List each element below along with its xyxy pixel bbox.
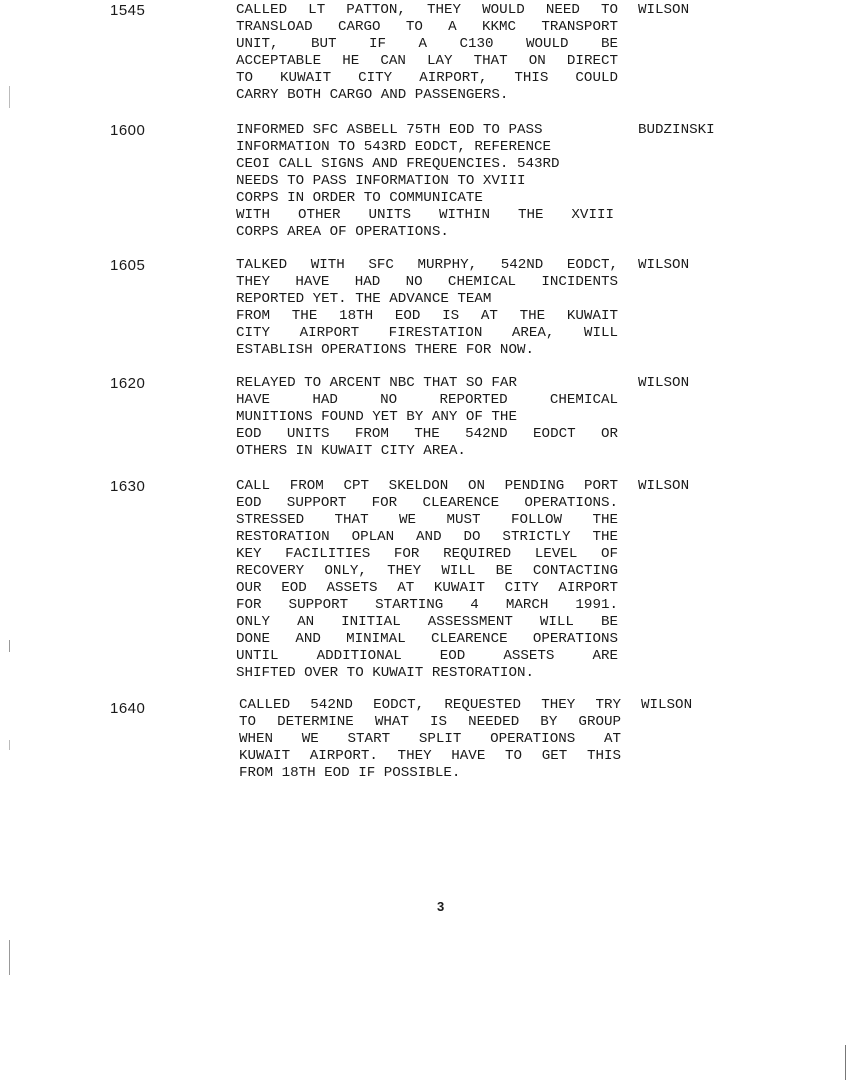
entry-time: 1630 (110, 478, 146, 495)
scan-mark (9, 740, 10, 750)
entry-line: EOD UNITS FROM THE 542ND EODCT OR (236, 426, 618, 442)
entry-line: ONLY AN INITIAL ASSESSMENT WILL BE (236, 614, 618, 630)
entry-line: CORPS IN ORDER TO COMMUNICATE (236, 190, 483, 206)
entry-line: RECOVERY ONLY, THEY WILL BE CONTACTING (236, 563, 618, 579)
entry-line: CALL FROM CPT SKELDON ON PENDING PORT (236, 478, 618, 494)
entry-time: 1620 (110, 375, 146, 392)
scan-mark (9, 86, 10, 108)
entry-line: FROM 18TH EOD IF POSSIBLE. (239, 765, 461, 781)
entry-text (236, 257, 618, 359)
entry-time: 1545 (110, 2, 146, 19)
entry-line: OUR EOD ASSETS AT KUWAIT CITY AIRPORT (236, 580, 618, 596)
entry-time: 1600 (110, 122, 146, 139)
entry-text (236, 122, 618, 241)
entry-author: WILSON (638, 2, 690, 18)
entry-line: ACCEPTABLE HE CAN LAY THAT ON DIRECT (236, 53, 618, 69)
entry-line: RESTORATION OPLAN AND DO STRICTLY THE (236, 529, 618, 545)
entry-line: NEEDS TO PASS INFORMATION TO XVIII (236, 173, 526, 189)
entry-author: WILSON (641, 697, 693, 713)
entry-line: EOD SUPPORT FOR CLEARENCE OPERATIONS. (236, 495, 618, 511)
entry-line: KEY FACILITIES FOR REQUIRED LEVEL OF (236, 546, 618, 562)
page-number: 3 (437, 899, 445, 914)
entry-line: CALLED 542ND EODCT, REQUESTED THEY TRY (239, 697, 621, 713)
entry-line: RELAYED TO ARCENT NBC THAT SO FAR (236, 375, 517, 391)
entry-line: DONE AND MINIMAL CLEARENCE OPERATIONS (236, 631, 618, 647)
entry-line: INFORMATION TO 543RD EODCT, REFERENCE (236, 139, 552, 155)
entry-author: WILSON (638, 257, 690, 273)
entry-line: WITH OTHER UNITS WITHIN THE XVIII (236, 207, 614, 223)
entry-line: CITY AIRPORT FIRESTATION AREA, WILL (236, 325, 618, 341)
entry-line: OTHERS IN KUWAIT CITY AREA. (236, 443, 466, 459)
entry-line: STRESSED THAT WE MUST FOLLOW THE (236, 512, 618, 528)
entry-text (236, 478, 618, 682)
entry-line: CALLED LT PATTON, THEY WOULD NEED TO (236, 2, 618, 18)
entry-line: THEY HAVE HAD NO CHEMICAL INCIDENTS (236, 274, 618, 290)
entry-line: CORPS AREA OF OPERATIONS. (236, 224, 449, 240)
entry-time: 1605 (110, 257, 146, 274)
entry-text (236, 375, 618, 460)
entry-line: UNIT, BUT IF A C130 WOULD BE (236, 36, 618, 52)
entry-line: INFORMED SFC ASBELL 75TH EOD TO PASS (236, 122, 543, 138)
scan-mark (9, 940, 10, 975)
entry-text (236, 2, 618, 104)
entry-author: WILSON (638, 478, 690, 494)
entry-line: REPORTED YET. THE ADVANCE TEAM (236, 291, 492, 307)
entry-line: ESTABLISH OPERATIONS THERE FOR NOW. (236, 342, 534, 358)
scan-mark (845, 1045, 846, 1080)
entry-line: MUNITIONS FOUND YET BY ANY OF THE (236, 409, 517, 425)
entry-line: UNTIL ADDITIONAL EOD ASSETS ARE (236, 648, 618, 664)
entry-line: HAVE HAD NO REPORTED CHEMICAL (236, 392, 618, 408)
entry-time: 1640 (110, 700, 146, 717)
entry-line: TRANSLOAD CARGO TO A KKMC TRANSPORT (236, 19, 618, 35)
entry-text (239, 697, 621, 782)
scan-mark (9, 640, 10, 652)
entry-line: KUWAIT AIRPORT. THEY HAVE TO GET THIS (239, 748, 621, 764)
entry-line: TALKED WITH SFC MURPHY, 542ND EODCT, (236, 257, 618, 273)
entry-line: TO KUWAIT CITY AIRPORT, THIS COULD (236, 70, 618, 86)
entry-line: TO DETERMINE WHAT IS NEEDED BY GROUP (239, 714, 621, 730)
entry-line: SHIFTED OVER TO KUWAIT RESTORATION. (236, 665, 534, 681)
entry-author: WILSON (638, 375, 690, 391)
entry-line: FOR SUPPORT STARTING 4 MARCH 1991. (236, 597, 618, 613)
entry-line: CARRY BOTH CARGO AND PASSENGERS. (236, 87, 509, 103)
entry-line: CEOI CALL SIGNS AND FREQUENCIES. 543RD (236, 156, 560, 172)
entry-line: FROM THE 18TH EOD IS AT THE KUWAIT (236, 308, 618, 324)
entry-line: WHEN WE START SPLIT OPERATIONS AT (239, 731, 621, 747)
entry-author: BUDZINSKI (638, 122, 715, 138)
